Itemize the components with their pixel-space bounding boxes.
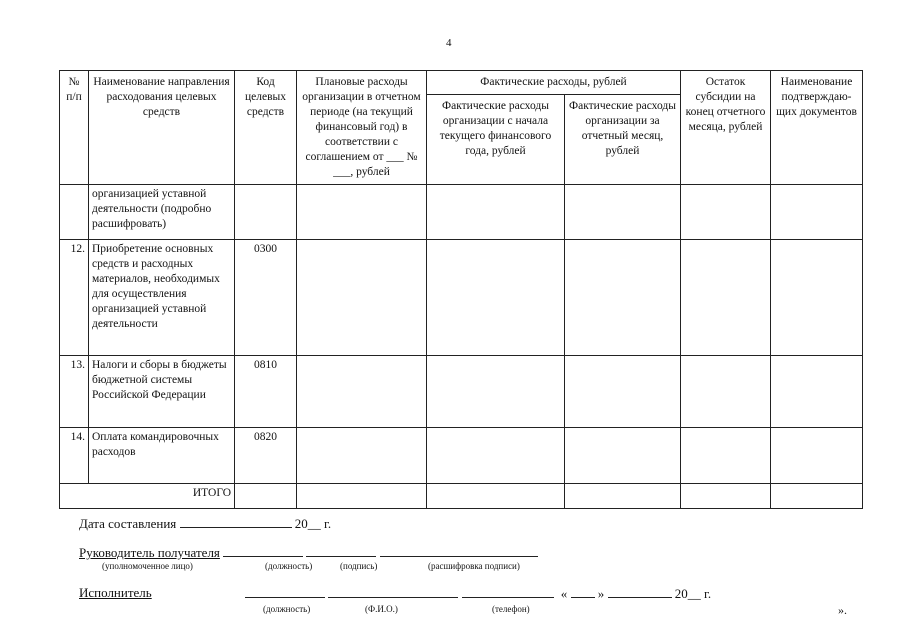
row-code: 0820 (235, 428, 297, 484)
expense-report-table (59, 70, 863, 509)
total-code (235, 484, 297, 509)
header-actual-ytd: Фактические расходы организации с начала текущего финансового года, рублей (427, 95, 565, 185)
table-row (60, 356, 863, 428)
row-name: организацией уставной деятельности (подробно расшифровать) (89, 185, 235, 240)
row-num: 13. (60, 356, 89, 428)
row-documents (771, 240, 863, 356)
executor-label-text: Исполнитель (79, 585, 152, 600)
total-label: ИТОГО (60, 484, 235, 509)
total-planned (297, 484, 427, 509)
header-name: Наименование направления расходования целевых средств (89, 71, 235, 185)
row-remainder (681, 356, 771, 428)
row-actual-ytd (427, 185, 565, 240)
header-actual-group: Фактические расходы, рублей (427, 71, 681, 95)
row-name: Оплата командировочных расходов (89, 428, 235, 484)
row-planned (297, 428, 427, 484)
executor-position-caption: (должность) (263, 604, 311, 614)
row-actual-month (565, 356, 681, 428)
date-year: 20__ г. (294, 516, 332, 531)
month-field[interactable] (608, 585, 672, 598)
row-code (235, 185, 297, 240)
row-remainder (681, 240, 771, 356)
page-number: 4 (446, 37, 452, 49)
header-actual-month: Фактические расходы организации за отчетный месяц, рублей (565, 95, 681, 185)
row-actual-month (565, 185, 681, 240)
row-actual-month (565, 428, 681, 484)
head-position-field[interactable] (223, 544, 303, 557)
date-field[interactable] (180, 515, 292, 528)
executor-fields (245, 585, 711, 602)
row-num: 14. (60, 428, 89, 484)
total-row (60, 484, 863, 509)
row-planned (297, 240, 427, 356)
total-documents (771, 484, 863, 509)
row-name: Приобретение основных средств и расходных материалов, необходимых для осуществления организацией уставной деятельности (89, 240, 235, 356)
row-remainder (681, 185, 771, 240)
row-planned (297, 185, 427, 240)
day-field[interactable] (571, 585, 595, 598)
row-documents (771, 428, 863, 484)
head-signature-caption: (подпись) (340, 561, 378, 571)
executor-label (79, 585, 152, 601)
head-signature-decoding-field[interactable] (380, 544, 538, 557)
row-actual-ytd (427, 428, 565, 484)
quote-open: « (560, 586, 568, 601)
head-position-caption: (должность) (265, 561, 313, 571)
executor-fio-field[interactable] (328, 585, 458, 598)
head-sub-caption: (уполномоченное лицо) (102, 561, 193, 571)
total-actual-ytd (427, 484, 565, 509)
end-mark: ». (838, 603, 847, 617)
row-actual-ytd (427, 356, 565, 428)
head-signature-decoding-caption: (расшифровка подписи) (428, 561, 520, 571)
table-row (60, 240, 863, 356)
row-num (60, 185, 89, 240)
row-actual-ytd (427, 240, 565, 356)
executor-fio-caption: (Ф.И.О.) (365, 604, 398, 614)
head-signature-field[interactable] (306, 544, 376, 557)
header-planned: Плановые расходы организации в отчетном периоде (на текущий финансовый год) в соответствии с соглашением от ___ № ___, рублей (297, 71, 427, 185)
table-row (60, 428, 863, 484)
row-name: Налоги и сборы в бюджеты бюджетной системы Российской Федерации (89, 356, 235, 428)
quote-close: » (597, 586, 605, 601)
year-suffix: 20__ г. (674, 586, 712, 601)
header-code: Код целевых средств (235, 71, 297, 185)
row-num: 12. (60, 240, 89, 356)
head-label: Руководитель получателя (79, 545, 220, 560)
row-documents (771, 185, 863, 240)
head-line (79, 544, 538, 561)
header-documents: Наименование подтверждаю-щих документов (771, 71, 863, 185)
header-remainder: Остаток субсидии на конец отчетного месяца, рублей (681, 71, 771, 185)
executor-position-field[interactable] (245, 585, 325, 598)
total-remainder (681, 484, 771, 509)
row-planned (297, 356, 427, 428)
executor-phone-field[interactable] (462, 585, 554, 598)
table-row (60, 185, 863, 240)
row-remainder (681, 428, 771, 484)
header-num: № п/п (60, 71, 89, 185)
total-actual-month (565, 484, 681, 509)
date-line (79, 515, 331, 532)
row-actual-month (565, 240, 681, 356)
date-label: Дата составления (79, 516, 177, 531)
executor-phone-caption: (телефон) (492, 604, 530, 614)
row-code: 0300 (235, 240, 297, 356)
row-code: 0810 (235, 356, 297, 428)
row-documents (771, 356, 863, 428)
